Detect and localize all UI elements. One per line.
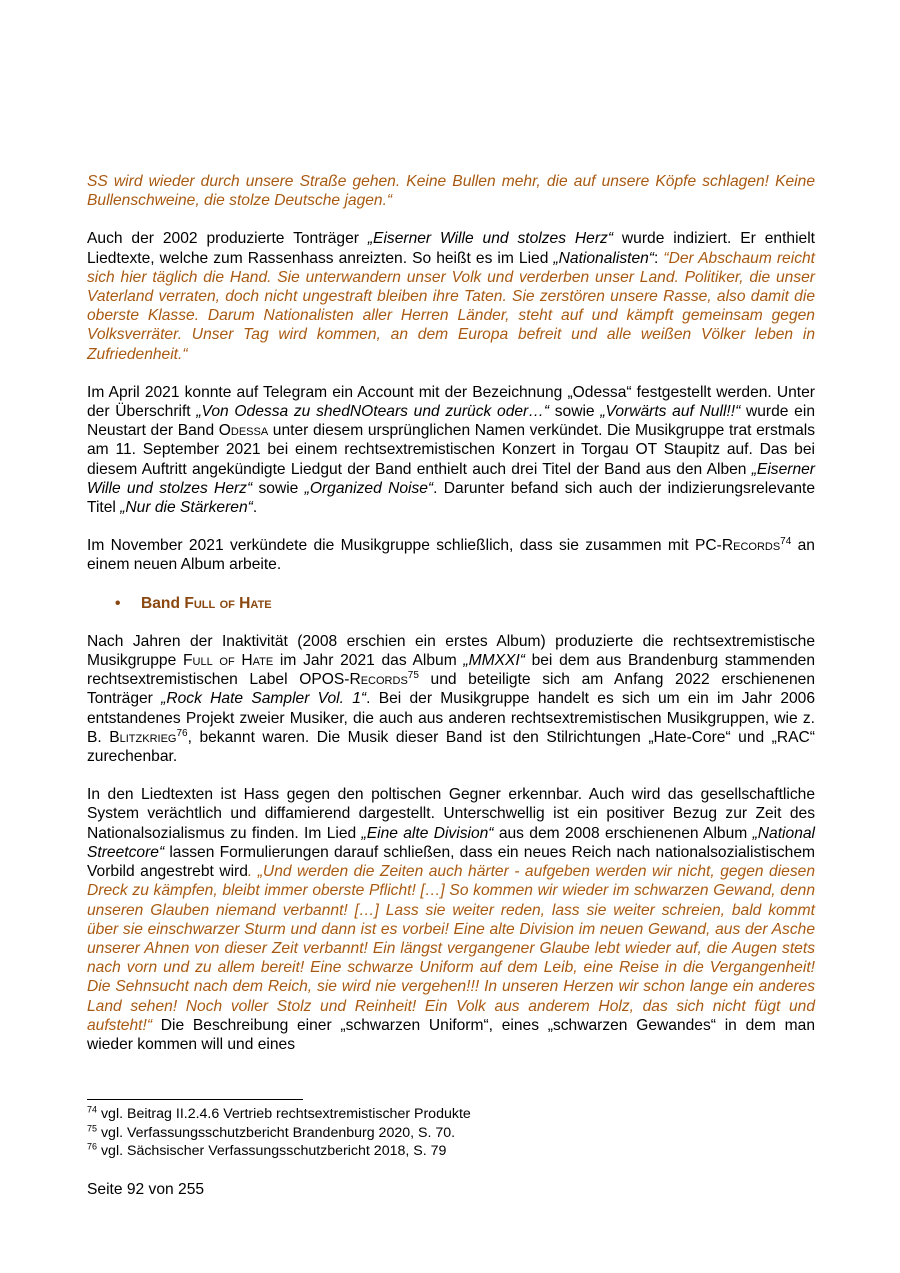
song-title: „Eine alte Division“ [361,824,494,842]
body-text [87,172,815,1073]
band-name: Odessa [218,422,269,440]
footnote-ref: 75 [407,670,419,682]
band-name: Blitzkrieg [109,728,177,746]
headline-title: „Von Odessa zu shedNOtears und zurück oder…“ [196,403,550,421]
paragraph-quote-continuation [87,172,815,210]
headline-title: „Vorwärts auf Null!!“ [600,403,741,421]
bullet-icon: • [115,594,121,612]
lyric-quote: “Der Abschaum reicht sich hier täglich die Hand. Sie unterwandern unser Volk und verderben unser Land. Politiker, die unser Vaterland verraten, doch nicht ungestraft bleiben ihre Taten. Sie zerstören unsere Rasse, also damit die oberste Klasse. Darum Nationalisten aller Herren Länder, steht auf und kämpft gemeinsam gegen Volksverräter. Unser Tag wird kommen, an dem Europa befreit und alle weißen Völker leben in Zufriedenheit.“ [87,249,815,363]
album-title: „Rock Hate Sampler Vol. 1“ [161,690,367,708]
lyric-quote: „Und werden die Zeiten auch härter - aufgeben werden wir nicht, gegen diesen Dreck zu kämpfen, bleibt immer oberste Pflicht! […] So kommen wir wieder im schwarzen Gewand, denn unseren Glauben niemand verbannt! […] Lass sie weiter reden, lass sie weiter schreien, bald kommt über sie einschwarzer Sturm und dann ist es vorbei! Eine alte Division im neuen Gewand, aus der Asche unserer Ahnen von dieser Zeit verbannt! Ein längst vergangener Glaube lebt wieder auf, die Augen stets nach vorn und zu allem bereit! Eine schwarze Uniform auf dem Leib, eine Reise in die Vergangenheit! Die Sehnsucht nach dem Reich, sie wird nie vergehen!!! In unseren Herzen wir schon lange ein anderes Land sehen! Noch voller Stolz und Reinheit! Ein Volk aus anderem Holz, das sich nicht fügt und aufsteht!“ [87,863,815,1034]
band-name: Full of Hate [182,652,274,670]
footnote-ref: 74 [780,536,792,548]
footnote-ref: 76 [176,727,188,739]
section-heading-full-of-hate: • Band Full of Hate [115,594,272,612]
paragraph-odessa: Im April 2021 konnte auf Telegram ein Account mit der Bezeichnung „Odessa“ festgestellt werden. Unter der Überschrift „Von Odessa zu shedNOtears und zurück oder…“ sowie „Vorwärts auf Null!!“ wurde ein Neustart der Band Odessa unter diesem ursprünglichen Namen verkündet. Die Musikgruppe trat erstmals am 11. September 2021 bei einem rechtsextremistischen Konzert in Torgau OT Staupitz auf. Das bei diesem Auftritt angekündigte Liedgut der Band enthielt auch drei Titel der Band aus den Alben „Eiserner Wille und stolzes Herz“ sowie „Organized Noise“. Darunter befand sich auch der indizierungsrelevante Titel „Nur die Stärkeren“. [87,383,816,517]
album-title: „National Streetcore“ [87,824,815,861]
song-title: „Nationalisten“ [553,249,654,267]
paragraph-new-album: Im November 2021 verkündete die Musikgruppe schließlich, dass sie zusammen mit PC-Records$^{74}$ an einem neuen Album arbeite. [87,536,815,574]
label-name: Records [349,671,408,689]
label-name: Records [721,537,781,555]
album-title: „Organized Noise“ [304,479,434,497]
album-title: „MMXXI“ [463,652,525,670]
footnote: $^{74}$ vgl. Beitrag II.2.4.6 Vertrieb rechtsextremistischer Produkte [87,1104,471,1122]
album-title: „Eiserner Wille und stolzes Herz“ [87,460,815,497]
page-number: Seite 92 von 255 [87,1181,205,1198]
song-title: „Nur die Stärkeren“ [120,499,253,517]
paragraph-liedtexte: In den Liedtexten ist Hass gegen den poltischen Gegner erkennbar. Auch wird das gesellschaftliche System verächtlich und diffamierend dargestellt. Unterschwellig ist ein positiver Bezug zur Zeit des Nationalsozialismus zu finden. Im Lied „Eine alte Division“ aus dem 2008 erschienenen Album „National Streetcore“ lassen Formulierungen darauf schließen, dass ein neues Reich nach nationalsozialistischem Vorbild angestrebt wird. „Und werden die Zeiten auch härter - aufgeben werden wir nicht, gegen diesen Dreck zu kämpfen, bleibt immer oberste Pflicht! […] So kommen wir wieder im schwarzen Gewand, denn unseren Glauben niemand verbannt! […] Lass sie weiter reden, lass sie weiter schreien, bald kommt über sie einschwarzer Sturm und dann ist es vorbei! Eine alte Division im neuen Gewand, aus der Asche unserer Ahnen von dieser Zeit verbannt! Ein längst vergangener Glaube lebt wieder auf, die Augen stets nach vorn und zu allem bereit! Eine schwarze Uniform auf dem Leib, eine Reise in die Vergangenheit! Die Sehnsucht nach dem Reich, sie wird nie vergehen!!! In unseren Herzen wir schon lange ein anderes Land sehen! Noch voller Stolz und Reinheit! Ein Volk aus anderem Holz, das sich nicht fügt und aufsteht!“ Die Beschreibung einer „schwarzen Uniform“, eines „schwarzen Gewandes“ in dem man wieder kommen will und eines [87,786,815,1053]
paragraph-eiserner-wille: Auch der 2002 produzierte Tonträger „Eiserner Wille und stolzes Herz“ wurde indiziert. Er enthielt Liedtexte, welche zum Rassenhass anreizten. So heißt es im Lied „Nationalisten“: “Der Abschaum reicht sich hier täglich die Hand. Sie unterwandern unser Volk und verderben unser Land. Politiker, die unser Vaterland verraten, doch nicht ungestraft bleiben ihre Taten. Sie zerstören unsere Rasse, also damit die oberste Klasse. Darum Nationalisten aller Herren Länder, steht auf und kämpft gemeinsam gegen Volksverräter. Unser Tag wird kommen, an dem Europa befreit und alle weißen Völker leben in Zufriedenheit.“ [87,230,816,363]
band-name: Full of Hate [184,594,272,612]
footnote: $^{75}$ vgl. Verfassungsschutzbericht Brandenburg 2020, S. 70. [87,1122,456,1141]
album-title: „Eiserner Wille und stolzes Herz“ [367,230,614,248]
footnotes [87,1105,815,1161]
paragraph-full-of-hate: Nach Jahren der Inaktivität (2008 erschien ein erstes Album) produzierte die rechtsextremistische Musikgruppe Full of Hate im Jahr 2021 das Album „MMXXI“ bei dem aus Brandenburg stammenden rechtsextremistischen Label OPOS-Records$^{75}$ und beteiligte sich am Anfang 2022 erschienenen Tonträger „Rock Hate Sampler Vol. 1“. Bei der Musikgruppe handelt es sich um ein im Jahr 2006 entstandenes Projekt zweier Musiker, die auch aus anderen rechtsextremistischen Musikgruppen, wie z. B. Blitzkrieg$^{76}$, bekannt waren. Die Musik dieser Band ist den Stilrichtungen „Hate-Core“ und „RAC“ zurechenbar. [87,632,816,766]
lyric-quote: SS wird wieder durch unsere Straße gehen. Keine Bullen mehr, die auf unsere Köpfe schlagen! Keine Bullenschweine, die stolze Deutsche jagen.“ [87,173,815,210]
footnote-divider [87,1099,303,1100]
footnote: $^{76}$ vgl. Sächsischer Verfassungsschutzbericht 2018, S. 79 [87,1141,447,1160]
